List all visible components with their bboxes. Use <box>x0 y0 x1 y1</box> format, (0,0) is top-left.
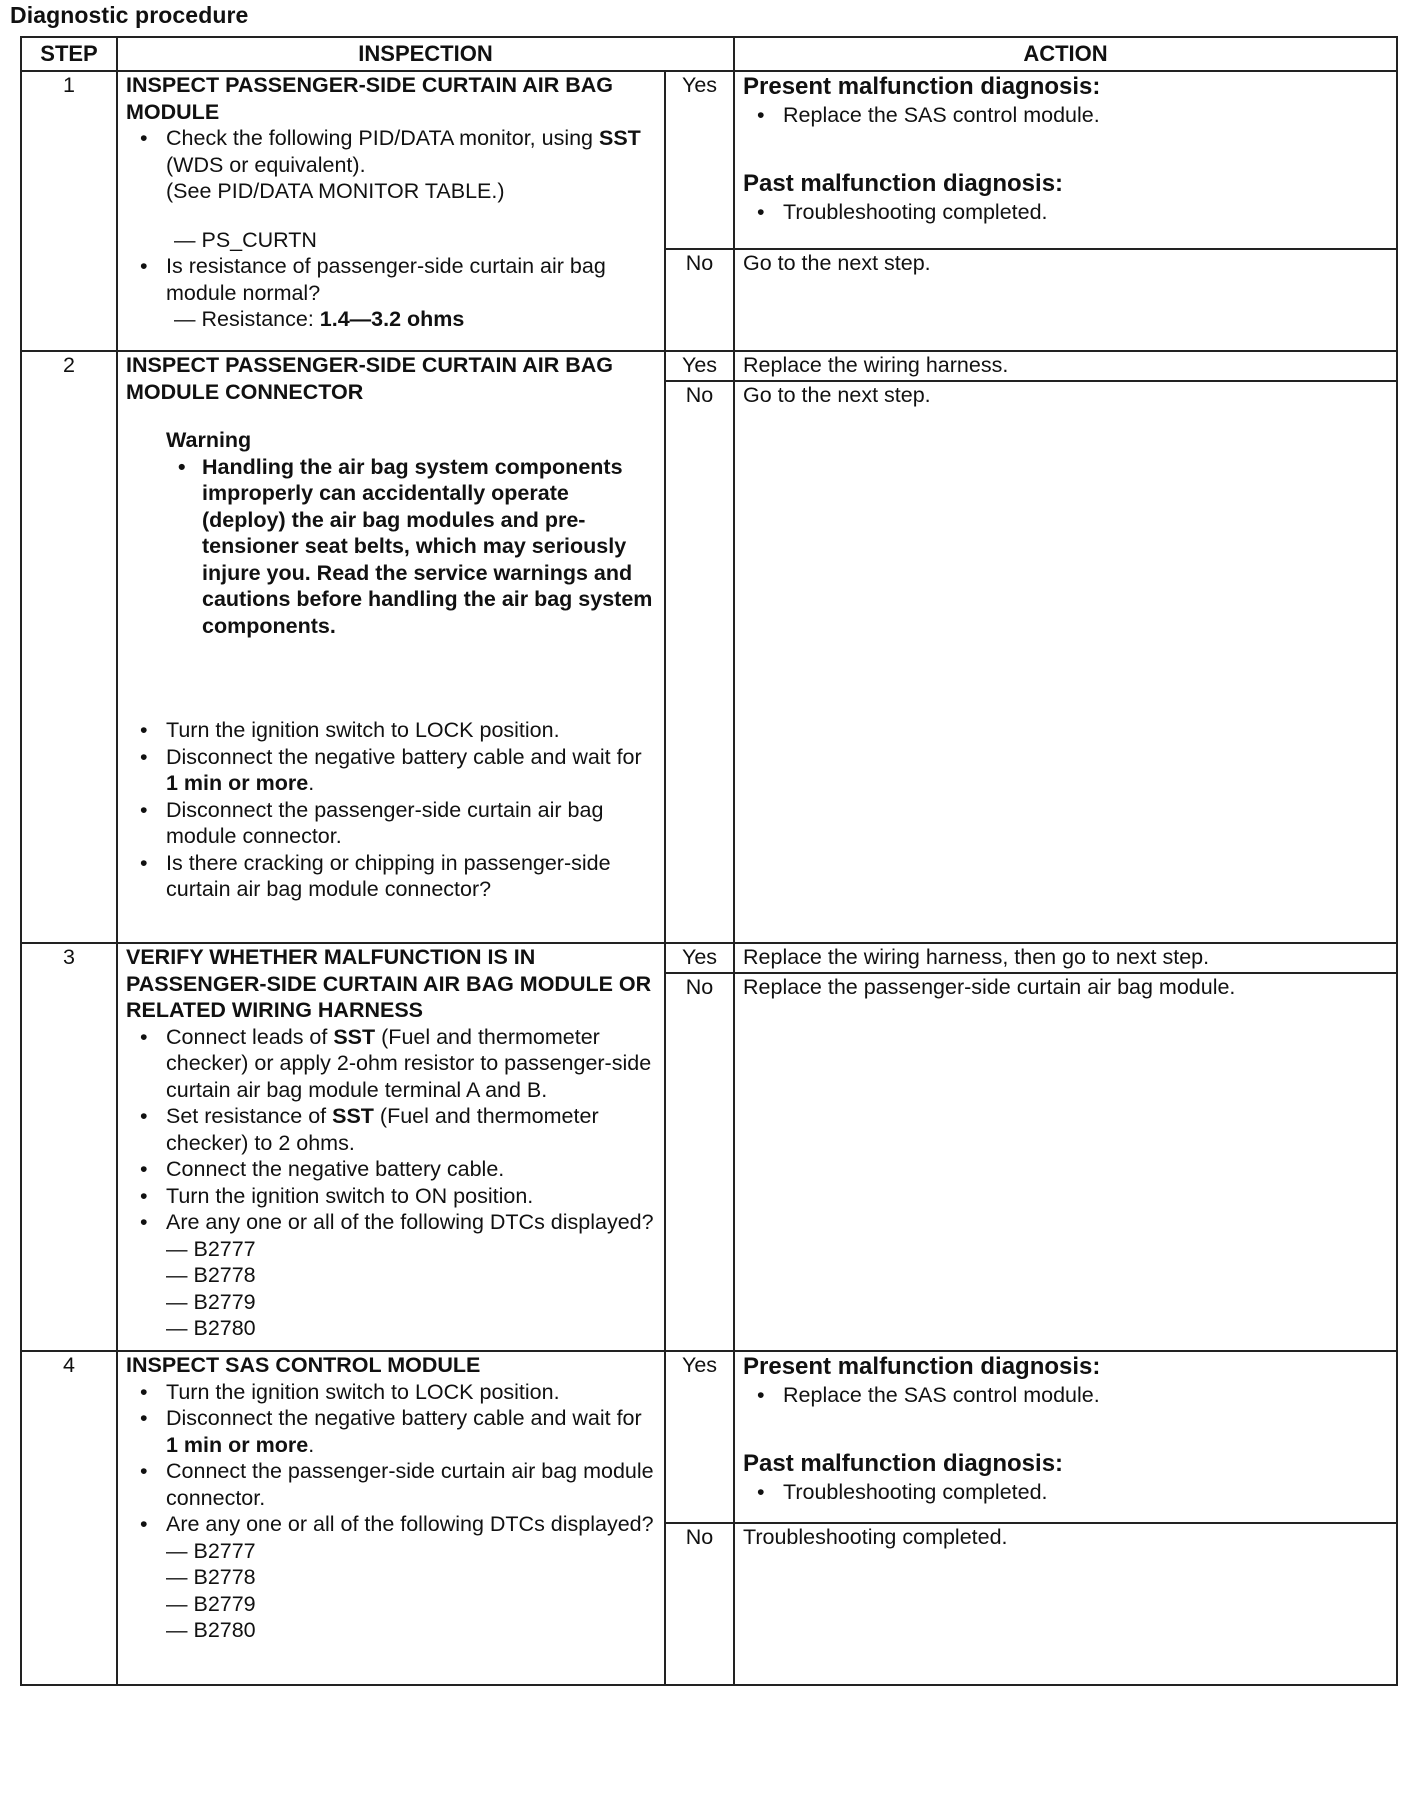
action-bullet: • Troubleshooting completed. <box>743 199 1388 226</box>
step-3-yes-row <box>21 943 1397 973</box>
inspection-bullet: • Is there cracking or chipping in passenger-side curtain air bag module connector? <box>126 850 656 903</box>
dtc-item: — B2780 <box>166 1316 256 1340</box>
step-number: 1 <box>21 71 117 351</box>
yes-label: Yes <box>665 71 734 249</box>
dtc-item: — B2779 <box>166 1591 256 1616</box>
no-label: No <box>665 249 734 351</box>
step-1-yes-row <box>21 71 1397 249</box>
no-label: No <box>665 1523 734 1685</box>
step-2-inspection <box>117 351 665 943</box>
see-note: (See PID/DATA MONITOR TABLE.) <box>166 179 505 203</box>
inspection-bullet: • Turn the ignition switch to ON position. <box>126 1183 656 1210</box>
resistance-spec: — Resistance: 1.4—3.2 ohms <box>174 307 465 331</box>
yes-label: Yes <box>665 351 734 381</box>
table-header-row <box>21 37 1397 71</box>
inspection-bullet: • Are any one or all of the following DTCs displayed? <box>126 1511 656 1538</box>
header-action: ACTION <box>734 37 1397 71</box>
yes-label: Yes <box>665 1351 734 1523</box>
past-malfunction-heading: Past malfunction diagnosis: <box>743 169 1064 197</box>
action-bullet: • Replace the SAS control module. <box>743 1382 1388 1409</box>
step-1-yes-action <box>734 71 1397 249</box>
pid-item: — PS_CURTN <box>174 227 317 252</box>
present-malfunction-heading: Present malfunction diagnosis: <box>743 73 1101 100</box>
inspection-bullet: • Are any one or all of the following DTCs displayed? <box>126 1209 656 1236</box>
header-inspection: INSPECTION <box>117 37 734 71</box>
step-title: INSPECT SAS CONTROL MODULE <box>126 1353 481 1377</box>
diagnostic-procedure-table <box>20 36 1398 1686</box>
step-4-no-action: Troubleshooting completed. <box>734 1523 1397 1685</box>
action-bullet: • Troubleshooting completed. <box>743 1479 1388 1506</box>
inspection-bullet: • Connect leads of SST (Fuel and thermometer checker) or apply 2-ohm resistor to passenger-side curtain air bag module terminal A and B. <box>126 1024 656 1104</box>
inspection-bullet: • Turn the ignition switch to LOCK position. <box>126 1379 656 1406</box>
step-4-inspection <box>117 1351 665 1685</box>
dtc-item: — B2777 <box>166 1236 256 1261</box>
inspection-bullet: • Disconnect the negative battery cable and wait for 1 min or more. <box>126 1405 656 1458</box>
inspection-bullet: • Connect the negative battery cable. <box>126 1156 656 1183</box>
step-2-yes-action: Replace the wiring harness. <box>734 351 1397 381</box>
step-1-no-action: Go to the next step. <box>734 249 1397 351</box>
step-1-inspection <box>117 71 665 351</box>
header-step: STEP <box>21 37 117 71</box>
step-3-no-action: Replace the passenger-side curtain air bag module. <box>734 973 1397 1351</box>
no-label: No <box>665 973 734 1351</box>
step-number: 4 <box>21 1351 117 1685</box>
yes-label: Yes <box>665 943 734 973</box>
inspection-bullet: • Disconnect the negative battery cable and wait for 1 min or more. <box>126 744 656 797</box>
past-malfunction-heading: Past malfunction diagnosis: <box>743 1449 1064 1477</box>
present-malfunction-heading: Present malfunction diagnosis: <box>743 1353 1101 1380</box>
dtc-item: — B2780 <box>166 1618 256 1642</box>
step-3-yes-action: Replace the wiring harness, then go to next step. <box>734 943 1397 973</box>
inspection-bullet: • Disconnect the passenger-side curtain air bag module connector. <box>126 797 656 850</box>
inspection-bullet: • Connect the passenger-side curtain air bag module connector. <box>126 1458 656 1511</box>
step-number: 2 <box>21 351 117 943</box>
step-title: INSPECT PASSENGER-SIDE CURTAIN AIR BAG MODULE <box>126 73 613 124</box>
inspection-bullet: • Is resistance of passenger-side curtain air bag module normal? <box>126 253 656 306</box>
page-title: Diagnostic procedure <box>10 2 249 28</box>
inspection-bullet: • Check the following PID/DATA monitor, using SST (WDS or equivalent). <box>126 125 656 178</box>
step-2-no-action: Go to the next step. <box>734 381 1397 943</box>
inspection-bullet: • Set resistance of SST (Fuel and thermometer checker) to 2 ohms. <box>126 1103 656 1156</box>
step-4-yes-row <box>21 1351 1397 1523</box>
step-3-inspection <box>117 943 665 1351</box>
inspection-bullet: • Turn the ignition switch to LOCK position. <box>126 717 656 744</box>
dtc-item: — B2778 <box>166 1565 256 1589</box>
warning-text: • Handling the air bag system components improperly can accidentally operate (deploy) the air bag modules and pre-tensioner seat belts, which may seriously injure you. Read the service warnings and cautions before handling the air bag system components. <box>126 454 656 640</box>
dtc-item: — B2779 <box>166 1289 256 1314</box>
dtc-item: — B2777 <box>166 1538 256 1563</box>
dtc-item: — B2778 <box>166 1263 256 1287</box>
warning-title: Warning <box>166 428 252 452</box>
step-4-yes-action <box>734 1351 1397 1523</box>
step-title: INSPECT PASSENGER-SIDE CURTAIN AIR BAG MODULE CONNECTOR <box>126 353 613 404</box>
action-bullet: • Replace the SAS control module. <box>743 102 1388 129</box>
step-2-yes-row <box>21 351 1397 381</box>
no-label: No <box>665 381 734 943</box>
step-title: VERIFY WHETHER MALFUNCTION IS IN PASSENGER-SIDE CURTAIN AIR BAG MODULE OR RELATED WIRING HARNESS <box>126 945 652 1022</box>
step-number: 3 <box>21 943 117 1351</box>
